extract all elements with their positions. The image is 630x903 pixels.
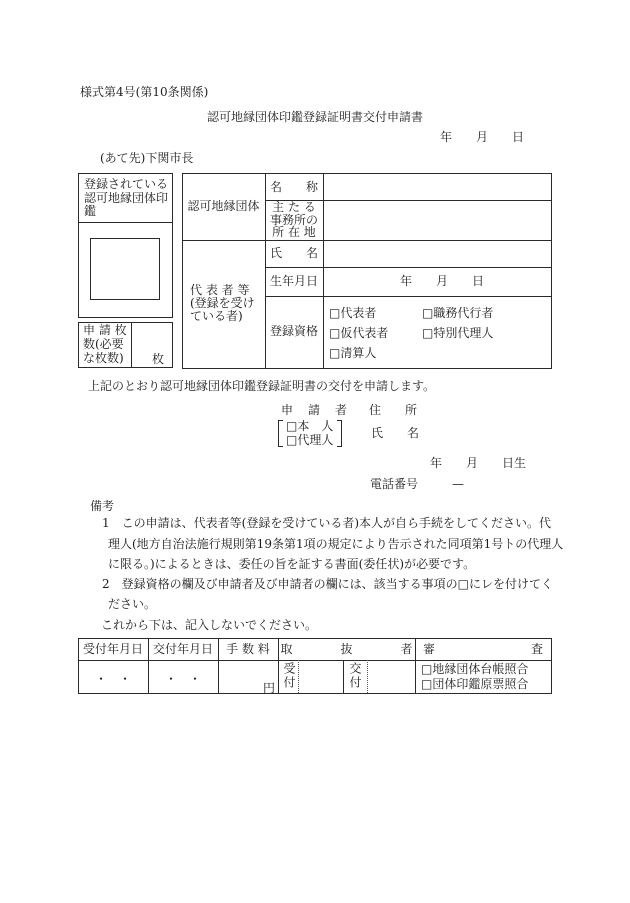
header-fee: 手 数 料	[226, 642, 270, 656]
qualification-option: □職務代行者	[422, 306, 494, 320]
qualification-option: □代表者	[329, 306, 377, 320]
seal-impression-area	[90, 238, 160, 300]
bracket-left	[278, 420, 283, 447]
notes-line: 2 登録資格の欄及び申請者及び申請者の欄には、該当する事項の□にレを付けてく	[102, 577, 553, 591]
seal-divider	[78, 222, 173, 223]
count-divider	[131, 322, 132, 368]
applicant-address-label: 住 所	[369, 403, 418, 417]
address-label-line: 所 在 地	[272, 225, 316, 239]
qualification-option: □特別代理人	[422, 326, 494, 340]
organization-label: 認可地縁団体	[187, 199, 260, 213]
office-use-notice: これから下は、記入しないでください。	[101, 618, 318, 632]
header-issue-date: 交付年月日	[152, 642, 213, 656]
phone-label: 電話番号	[370, 477, 419, 491]
table-line	[343, 660, 344, 693]
notes-heading: 備考	[90, 499, 115, 513]
qualification-option: □仮代表者	[329, 326, 389, 340]
applicant-type-options	[286, 419, 333, 447]
count-unit: 枚	[152, 352, 165, 366]
qualification-option: □清算人	[329, 346, 377, 360]
registered-seal-header-line: 認可地縁団体印	[84, 190, 169, 205]
count-label	[83, 323, 127, 365]
form-title: 認可地縁団体印鑑登録証明書交付申請書	[206, 110, 423, 124]
applicant-type-self: □本 人	[286, 419, 334, 433]
header-receipt-date: 受付年月日	[82, 642, 143, 656]
table-line	[265, 296, 551, 297]
form-number: 様式第4号(第10条関係)	[80, 85, 209, 99]
organization-name-label: 名 称	[269, 180, 318, 194]
address-label-line: 事務所の	[269, 212, 318, 227]
notes-line: 1 この申請は、代表者等(登録を受けている者)本人が自ら手続をしてください。代	[102, 516, 552, 530]
table-line	[265, 267, 551, 268]
applicant-label: 申 請 者	[281, 403, 349, 417]
notes-line: ださい。	[108, 597, 157, 611]
dotted-divider	[367, 660, 368, 693]
application-date: 年 月 日	[440, 130, 525, 144]
qualification-label: 登録資格	[269, 324, 318, 338]
dotted-divider	[298, 660, 299, 693]
notes-line: に限る。)によるときは、委任の旨を証する書面(委任状)が必要です。	[108, 557, 476, 571]
representative-label-line: ている者)	[190, 309, 243, 323]
review-checks	[421, 662, 528, 692]
phone-separator: —	[452, 477, 464, 491]
handler-receipt-label: 受付	[282, 662, 296, 690]
header-review: 審 査	[422, 642, 543, 656]
registered-seal-header	[84, 178, 168, 219]
registered-seal-header-line: 登録されている	[84, 177, 169, 191]
count-label-line: 数(必要	[83, 337, 124, 351]
birth-date-label: 生年月日	[269, 274, 318, 288]
applicant-name-label: 氏 名	[371, 426, 420, 440]
representative-label	[190, 284, 255, 323]
application-statement: 上記のとおり認可地縁団体印鑑登録証明書の交付を申請します。	[88, 379, 436, 393]
applicant-birth-line: 年 月 日生	[430, 456, 527, 470]
table-line	[182, 240, 551, 241]
addressee: (あて先)下関市長	[100, 151, 194, 165]
registered-seal-header-line: 鑑	[84, 204, 97, 218]
representative-label-line: (登録を受け	[190, 296, 255, 310]
notes-line: 理人(地方自治法施行規則第19条第1項の規定により告示された同項第1号トの代理人	[108, 537, 564, 551]
applicant-type-agent: □代理人	[286, 433, 334, 447]
receipt-date-value: ・ ・	[94, 672, 131, 686]
representative-name-label: 氏 名	[269, 246, 318, 260]
organization-address-label	[265, 201, 323, 239]
bracket-right	[337, 420, 342, 447]
table-line	[323, 173, 324, 368]
review-check-item: □地縁団体台帳照合	[421, 662, 529, 676]
review-check-item: □団体印鑑原票照合	[421, 677, 529, 691]
issue-date-value: ・ ・	[164, 672, 201, 686]
handler-issue-label: 交付	[348, 662, 362, 690]
address-label-line: 主 た る	[272, 200, 316, 214]
count-label-line: な枚数)	[83, 351, 124, 365]
fee-unit: 円	[263, 681, 276, 695]
representative-label-line: 代 表 者 等	[190, 283, 250, 297]
count-label-line: 申 請 枚	[83, 323, 127, 337]
header-handler: 取 抜 者	[280, 642, 413, 656]
birth-date-value: 年 月 日	[400, 274, 485, 288]
